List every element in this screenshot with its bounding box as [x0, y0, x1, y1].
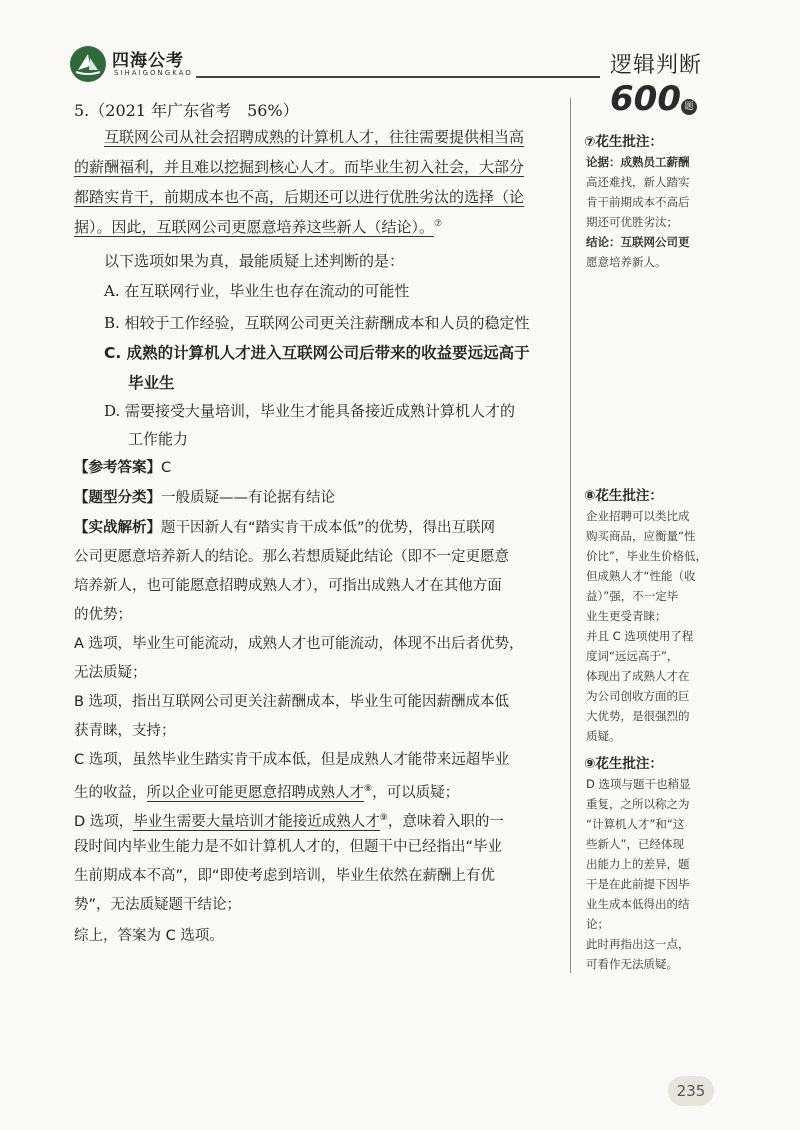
- analysis-c-1: C 选项，虽然毕业生踏实肯干成本低，但是成熟人才能带来远超毕业: [74, 752, 510, 768]
- type-line: [74, 484, 568, 514]
- analysis-line-4: 的优势；: [74, 607, 132, 623]
- note-8-line: 度词“远远高于”，: [586, 649, 679, 663]
- stem-line-4: [74, 216, 574, 237]
- stem-text-4: 据）。因此，互联网公司更愿意培养这些新人（结论）。: [74, 218, 435, 236]
- analysis-text-1: 题干因新人有“踏实肯干成本低”的优势，得出互联网: [161, 520, 496, 536]
- analysis-d-4: 势”，无法质疑题干结论；: [74, 897, 242, 913]
- note-ref-7: ⑦: [434, 219, 443, 229]
- brand-name: 四海公考: [112, 51, 184, 71]
- option-d: D. 需要接受大量培训，毕业生才能具备接近成熟计算机人才的: [104, 402, 516, 420]
- note-7-body: [586, 152, 726, 272]
- note-8-body: [586, 506, 726, 746]
- note-9-line: “计算机人才”和“这: [586, 817, 685, 831]
- note-8-line: 大优势，是很强烈的: [586, 709, 690, 723]
- analysis-line-1: [74, 514, 568, 544]
- analysis-d-2: 段时间内毕业生能力是不如计算机人才的，但题干中已经指出“毕业: [74, 839, 503, 855]
- analysis-b-1: B 选项，指出互联网公司更关注薪酬成本，毕业生可能因薪酬成本低: [74, 694, 510, 710]
- note-9-line: D 选项与题干也稍显: [586, 777, 691, 791]
- note-8-title: ⑧花生批注：: [584, 488, 663, 504]
- book-badge: 题: [681, 99, 697, 115]
- page-number: 235: [668, 1076, 714, 1106]
- answer-label: 【参考答案】: [74, 460, 161, 476]
- note-9-body: [586, 774, 726, 974]
- note-7-title: ⑦花生批注：: [584, 134, 663, 150]
- note-8-line: 购买商品，应衡量“性: [586, 529, 696, 543]
- brand-logo-icon: [70, 46, 106, 82]
- note-9-line: 此时再指出这一点，: [586, 937, 690, 951]
- stem-text-3: 都踏实肯干，前期成本也不高，后期还可以进行优胜劣汰的选择（论: [74, 188, 525, 206]
- note-7-line: 期还可优胜劣汰；: [586, 215, 678, 229]
- note-8-line: 企业招聘可以类比成: [586, 509, 690, 523]
- option-a: A. 在互联网行业，毕业生也存在流动的可能性: [104, 282, 410, 300]
- analysis-summary: 综上，答案为 C 选项。: [74, 928, 224, 944]
- note-9-line: 业生成本低得出的结: [586, 897, 690, 911]
- note-ref-8: ⑧: [364, 784, 373, 794]
- analysis-line-2: 公司更愿意培养新人的结论。那么若想质疑此结论（即不一定更愿意: [74, 549, 509, 565]
- note-8-line: 为公司创收方面的巨: [586, 689, 690, 703]
- note-8-line: 并且 C 选项使用了程: [586, 629, 694, 643]
- brand-sub: SIHAIGONGKAO: [114, 69, 193, 77]
- type-value: 一般质疑——有论据有结论: [161, 490, 335, 506]
- note-9-title: ⑨花生批注：: [584, 756, 663, 772]
- analysis-c-2a: 生的收益，: [74, 784, 147, 801]
- stem-line-2: [74, 156, 574, 177]
- analysis-d-1b: 毕业生需要大量培训才能接近成熟人才: [133, 813, 380, 830]
- note-9-line: 出能力上的差异，题: [586, 857, 690, 871]
- analysis-d-1d: ，意味着入职的一: [387, 813, 504, 830]
- note-ref-9: ⑨: [379, 813, 388, 823]
- stem-line-1: [104, 126, 604, 147]
- note-7-line: 结论：互联网公司更: [586, 235, 690, 249]
- header-rule: [196, 76, 600, 78]
- analysis-c-2b: 所以企业可能更愿意招聘成熟人才: [146, 784, 364, 801]
- stem-line-3: [74, 186, 574, 207]
- option-c: C. 成熟的计算机人才进入互联网公司后带来的收益要远远高于: [104, 344, 530, 362]
- analysis-a-1: A 选项，毕业生可能流动，成熟人才也可能流动，体现不出后者优势，: [74, 636, 524, 652]
- analysis-d-3: 生前期成本不高”，即“即使考虑到培训，毕业生依然在薪酬上有优: [74, 868, 496, 884]
- analysis-line-3: 培养新人，也可能愿意招聘成熟人才），可指出成熟人才在其他方面: [74, 578, 502, 594]
- answer-value: C: [161, 460, 172, 476]
- analysis-label: 【实战解析】: [74, 520, 161, 536]
- note-9-line: 干是在此前提下因毕: [586, 877, 690, 891]
- analysis-c-2d: ，可以质疑；: [372, 784, 460, 801]
- analysis-b-2: 获青睐，支持；: [74, 723, 176, 739]
- note-9-line: 些新人”，已经体现: [586, 837, 684, 851]
- analysis-a-2: 无法质疑；: [74, 665, 147, 681]
- note-8-line: 质疑。: [586, 729, 621, 743]
- note-8-line: 业生更受青睐；: [586, 609, 667, 623]
- note-8-line: 价比”，毕业生价格低，: [586, 549, 707, 563]
- type-label: 【题型分类】: [74, 490, 161, 506]
- option-c-cont: 毕业生: [128, 374, 175, 392]
- option-d-cont: 工作能力: [128, 430, 189, 448]
- answer-line: [74, 454, 568, 484]
- stem-text-1: 互联网公司从社会招聘成熟的计算机人才，往往需要提供相当高: [104, 128, 525, 146]
- note-7-line: 高还难找，新人踏实: [586, 175, 690, 189]
- note-9-line: 论；: [586, 917, 609, 931]
- note-7-line: 论据：成熟员工薪酬: [586, 155, 690, 169]
- note-8-line: 但成熟人才“性能（收: [586, 569, 696, 583]
- analysis-d-1a: D 选项，: [74, 813, 134, 830]
- book-title: 逻辑判断: [610, 53, 703, 78]
- question-prompt: 以下选项如果为真，最能质疑上述判断的是：: [104, 252, 405, 270]
- book-number: 600: [610, 79, 681, 119]
- option-b: B. 相较于工作经验，互联网公司更关注薪酬成本和人员的稳定性: [104, 314, 530, 332]
- note-9-line: 重复，之所以称之为: [586, 797, 690, 811]
- question-head: 5.（2021 年广东省考 56%）: [74, 101, 299, 120]
- book-title-block: [610, 48, 730, 119]
- note-8-line: 体现出了成熟人才在: [586, 669, 690, 683]
- note-8-line: 益）”强，不一定毕: [586, 589, 679, 603]
- note-9-line: 可看作无法质疑。: [586, 957, 678, 971]
- stem-text-2: 的薪酬福利，并且难以挖掘到核心人才。而毕业生初入社会，大部分: [74, 158, 525, 176]
- note-7-line: 愿意培养新人。: [586, 255, 667, 269]
- note-7-line: 肯干前期成本不高后: [586, 195, 690, 209]
